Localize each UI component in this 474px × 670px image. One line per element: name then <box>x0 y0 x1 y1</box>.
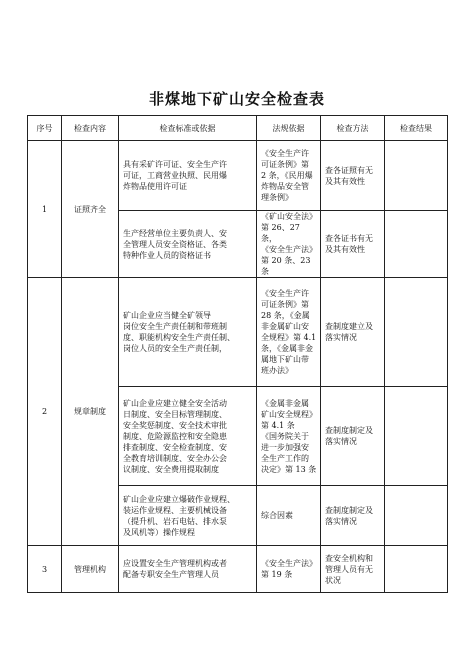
law-cell: 《安全生产许 可证条例》第 2 条，《民用爆 炸物品安全管 理条例》 <box>257 141 321 211</box>
method-cell: 查制度建立及 落实情况 <box>321 278 385 387</box>
document-title: 非煤地下矿山安全检查表 <box>148 90 325 108</box>
result-cell[interactable] <box>385 141 448 211</box>
header-law: 法规依据 <box>257 116 321 141</box>
table-row <box>28 141 448 211</box>
result-cell[interactable] <box>385 387 448 486</box>
header-no: 序号 <box>28 116 62 141</box>
inspection-table <box>27 115 448 593</box>
result-cell[interactable] <box>385 278 448 387</box>
header-method: 检查方法 <box>321 116 385 141</box>
result-cell[interactable] <box>385 546 448 593</box>
law-cell: 《安全生产许 可证条例》第 28 条，《金属 非金属矿山安 全规程》第 4.1 条，《金属非金 属地下矿山带 班办法》 <box>257 278 321 387</box>
method-cell: 查各证照有无 及其有效性 <box>321 141 385 211</box>
method-cell: 查制度制定及 落实情况 <box>321 387 385 486</box>
standard-cell: 矿山企业应建立健全安全活动 日制度、安全目标管理制度、 安全奖惩制度、安全技术审批 制度、危险源监控和安全隐患 排查制度、安全检查制度、安 全教育培训制度、安全办公会 议制度、安全费用提取制度 <box>119 387 257 486</box>
header-result: 检查结果 <box>385 116 448 141</box>
method-cell: 查各证书有无 及其有效性 <box>321 211 385 278</box>
header-standard: 检查标准或依据 <box>119 116 257 141</box>
header-row <box>28 116 448 141</box>
method-cell: 查制度制定及 落实情况 <box>321 486 385 546</box>
standard-cell: 应设置安全生产管理机构或者 配备专职安全生产管理人员 <box>119 546 257 593</box>
law-cell: 综合因素 <box>257 486 321 546</box>
law-cell: 《安全生产法》 第 19 条 <box>257 546 321 593</box>
header-content: 检查内容 <box>62 116 119 141</box>
section-number: 3 <box>28 546 62 593</box>
section-number: 1 <box>28 141 62 278</box>
result-cell[interactable] <box>385 486 448 546</box>
section-content: 证照齐全 <box>62 141 119 278</box>
standard-cell: 生产经营单位主要负责人、安 全管理人员安全资格证、各类 特种作业人员的资格证书 <box>119 211 257 278</box>
standard-cell: 矿山企业应建立爆破作业规程、 装运作业规程、主要机械设备 （提升机、岩石电钻、排水泵 及风机等）操作规程 <box>119 486 257 546</box>
section-content: 规章制度 <box>62 278 119 546</box>
table-row <box>28 278 448 387</box>
standard-cell: 矿山企业应当健全矿领导 岗位安全生产责任制和带班制 度、职能机构安全生产责任制、 岗位人员的安全生产责任制， <box>119 278 257 387</box>
law-cell: 《矿山安全法》 第 26、27 条， 《安全生产法》 第 20 条、23 条 <box>257 211 321 278</box>
law-cell: 《金属非金属 矿山安全规程》 第 4.1 条 《国务院关于 进一步加强安 全生产工作的 决定》第 13 条 <box>257 387 321 486</box>
standard-cell: 具有采矿许可证、安全生产许 可证，工商营业执照、民用爆 炸物品使用许可证 <box>119 141 257 211</box>
result-cell[interactable] <box>385 211 448 278</box>
section-content: 管理机构 <box>62 546 119 593</box>
method-cell: 查安全机构和 管理人员有无 状况 <box>321 546 385 593</box>
section-number: 2 <box>28 278 62 546</box>
table-row <box>28 546 448 593</box>
